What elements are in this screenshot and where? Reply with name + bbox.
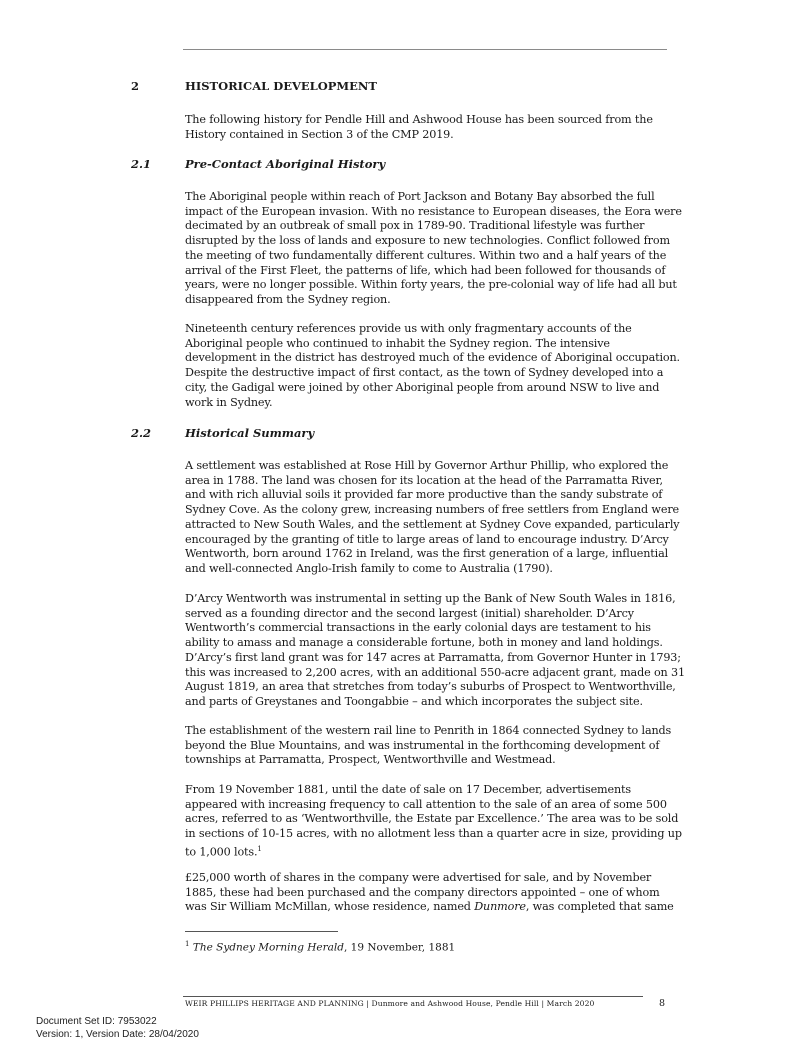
header-rule <box>183 49 667 50</box>
text-line: disappeared from the Sydney region. <box>185 292 391 306</box>
paragraph <box>185 459 680 577</box>
page-number: 8 <box>659 998 666 1009</box>
text-line: Nineteenth century references provide us with only fragmentary accounts of the <box>185 322 632 335</box>
text-line: encouraged by the granting of title to large areas of land to encourage industry. D’Arcy <box>185 532 669 546</box>
paragraph <box>185 783 682 860</box>
intro-paragraph <box>185 113 667 142</box>
text-line: and parts of Greystanes and Toongabbie – and which incorporates the subject site. <box>185 694 643 708</box>
text-line: D’Arcy Wentworth was instrumental in setting up the Bank of New South Wales in 1816, <box>185 592 676 605</box>
text-line: arrival of the First Fleet, the patterns of life, which had been followed for thousands of <box>185 263 666 277</box>
text-line: Wentworth’s commercial transactions in the early colonial days are testament to his <box>185 621 651 635</box>
footnote-number: 1 <box>185 940 190 948</box>
text-line: years, were no longer possible. Within forty years, the pre-colonial way of life had all but <box>185 278 677 292</box>
text-line: and with rich alluvial soils it provided far more productive than the sandy substrate of <box>185 488 663 502</box>
text-line: Aboriginal people who continued to inhabit the Sydney region. The intensive <box>185 336 610 350</box>
paragraph <box>185 322 680 410</box>
footnote-reference: 1 <box>257 844 262 853</box>
text-line: D’Arcy’s first land grant was for 147 acres at Parramatta, from Governor Hunter in 1793; <box>185 650 681 664</box>
text-line: decimated by an outbreak of small pox in 1789-90. Traditional lifestyle was further <box>185 219 645 233</box>
subsection-title: Historical Summary <box>185 426 315 440</box>
text-fragment: was Sir William McMillan, whose residence, named <box>185 900 475 914</box>
text-line: area in 1788. The land was chosen for its location at the head of the Parramatta River, <box>185 473 663 487</box>
text-line: in sections of 10-15 acres, with no allotment less than a quarter acre in size, providing up <box>185 827 682 841</box>
text-line: The establishment of the western rail line to Penrith in 1864 connected Sydney to lands <box>185 724 672 737</box>
text-line: August 1819, an area that stretches from today’s suburbs of Prospect to Wentworthville, <box>185 680 676 694</box>
text-line <box>185 900 674 915</box>
text-line: acres, referred to as ‘Wentworthville, the Estate par Excellence.’ The area was to be sold <box>185 812 679 826</box>
text-line: attracted to New South Wales, and the settlement at Sydney Cove expanded, particularly <box>185 517 680 531</box>
text-line: £25,000 worth of shares in the company were advertised for sale, and by November <box>185 871 652 884</box>
text-line: Wentworth, born around 1762 in Ireland, was the first generation of a large, influential <box>185 547 669 561</box>
text-line: A settlement was established at Rose Hill by Governor Arthur Phillip, who explored the <box>185 459 669 472</box>
text-line: The Aboriginal people within reach of Port Jackson and Botany Bay absorbed the full <box>185 190 655 203</box>
text-line: 1885, these had been purchased and the company directors appointed – one of whom <box>185 885 660 899</box>
document-set-id: Document Set ID: 7953022 <box>36 1016 157 1027</box>
text-line: city, the Gadigal were joined by other Aboriginal people from around NSW to live and <box>185 380 660 394</box>
house-name: Dunmore <box>474 900 526 914</box>
paragraph <box>185 592 685 710</box>
text-line: served as a founding director and the second largest (initial) shareholder. D’Arcy <box>185 606 634 620</box>
paragraph <box>185 724 672 768</box>
text-line: History contained in Section 3 of the CMP 2019. <box>185 127 454 141</box>
text-line: development in the district has destroyed much of the evidence of Aboriginal occupation. <box>185 351 680 365</box>
text-line: The following history for Pendle Hill and Ashwood House has been sourced from the <box>185 113 653 126</box>
text-line: townships at Parramatta, Prospect, Wentworthville and Westmead. <box>185 753 556 767</box>
document-version: Version: 1, Version Date: 28/04/2020 <box>36 1029 199 1040</box>
text-fragment: , was completed that same <box>525 900 674 914</box>
text-line <box>185 842 667 860</box>
footer-rule <box>183 996 643 997</box>
text-line: beyond the Blue Mountains, and was instrumental in the forthcoming development of <box>185 738 660 752</box>
subsection-number: 2.1 <box>131 157 152 171</box>
subsection-number: 2.2 <box>131 426 152 440</box>
text-line: appeared with increasing frequency to call attention to the sale of an area of some 500 <box>185 797 667 811</box>
footnote <box>185 940 455 954</box>
section-title: HISTORICAL DEVELOPMENT <box>185 79 377 93</box>
footnote-text: , 19 November, 1881 <box>344 941 456 954</box>
text-line: Sydney Cove. As the colony grew, increasing numbers of free settlers from England were <box>185 503 679 517</box>
footnote-rule <box>185 931 338 932</box>
text-line: From 19 November 1881, until the date of sale on 17 December, advertisements <box>185 783 631 796</box>
text-line: impact of the European invasion. With no resistance to European diseases, the Eora were <box>185 204 682 218</box>
subsection-title: Pre-Contact Aboriginal History <box>185 157 386 171</box>
text-line: the meeting of two fundamentally different cultures. Within two and a half years of the <box>185 248 667 262</box>
paragraph <box>185 190 682 308</box>
text-fragment: to 1,000 lots. <box>185 845 258 859</box>
section-number: 2 <box>131 79 140 93</box>
text-line: ability to amass and manage a considerable fortune, both in money and land holdings. <box>185 636 663 650</box>
footer-text: WEIR PHILLIPS HERITAGE AND PLANNING | Dunmore and Ashwood House, Pendle Hill | March 2020 <box>185 999 595 1008</box>
text-line: work in Sydney. <box>185 395 273 409</box>
text-line: Despite the destructive impact of first contact, as the town of Sydney developed into a <box>185 366 664 380</box>
paragraph <box>185 871 674 915</box>
text-line: disrupted by the loss of lands and exposure to new technologies. Conflict followed from <box>185 234 670 248</box>
text-line: this was increased to 2,200 acres, with an additional 550-acre adjacent grant, made on 31 <box>185 665 685 679</box>
footnote-source: The Sydney Morning Herald <box>192 941 344 954</box>
text-line: and well-connected Anglo-Irish family to come to Australia (1790). <box>185 561 553 575</box>
